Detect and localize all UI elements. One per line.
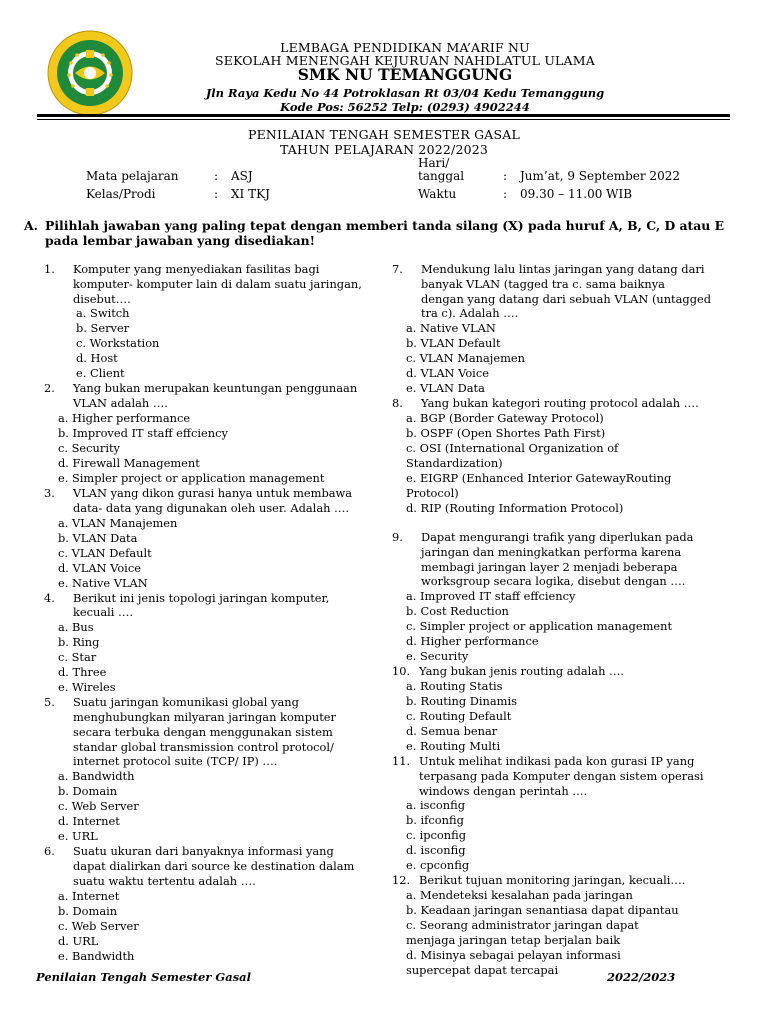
answer-option: a. Mendeteksi kesalahan pada jaringan <box>406 888 633 903</box>
answer-option: e. URL <box>58 829 98 844</box>
school-address: Jln Raya Kedu No 44 Potroklasan Rt 03/04 Kedu Temanggung <box>205 86 605 100</box>
answer-option: a. Improved IT staff effciency <box>406 589 576 604</box>
question-number-spacer <box>44 292 73 307</box>
time-colon: : <box>503 187 508 201</box>
answer-option: b. Cost Reduction <box>406 604 509 619</box>
question-number-spacer <box>392 769 419 784</box>
question-number-spacer <box>44 710 73 725</box>
question-text-line: Komputer yang menyediakan fasilitas bagi <box>73 262 320 276</box>
question-number: 3. <box>44 485 55 500</box>
time-label: Waktu <box>418 187 457 201</box>
question-text-line: Mendukung lalu lintas jaringan yang datang dari <box>421 262 705 276</box>
answer-option: e. Wireles <box>58 680 116 695</box>
question-number: 4. <box>44 590 55 605</box>
answer-option: e. Bandwidth <box>58 948 135 963</box>
header-rule-thin <box>37 119 730 120</box>
question-text-line: Suatu jaringan komunikasi global yang <box>73 695 299 710</box>
question-number-spacer <box>44 754 73 769</box>
question-number: 8. <box>392 396 403 411</box>
question <box>392 262 722 396</box>
question-text-line: disebut…. <box>73 291 131 306</box>
question-number-spacer <box>392 306 421 321</box>
school-contact: Kode Pos: 56252 Telp: (0293) 4902244 <box>280 100 530 114</box>
answer-option: c. Simpler project or application management <box>406 619 673 634</box>
answer-option: e. Client <box>76 366 125 381</box>
exam-year: TAHUN PELAJARAN 2022/2023 <box>279 142 489 157</box>
question-number: 2. <box>44 381 55 396</box>
instruction-text: Pilihlah jawaban yang paling tepat dengan memberi tanda silang (X) pada huruf A, B, C, D atau E pada lembar jawaban yang disediakan! <box>45 218 725 248</box>
answer-option: d. VLAN Voice <box>406 366 489 381</box>
answer-option: e. Simpler project or application management <box>58 470 325 485</box>
question-number-spacer <box>392 277 421 292</box>
question-text-line: kecuali …. <box>73 605 134 620</box>
question-text-line: dapat dialirkan dari source ke destination dalam <box>73 858 355 873</box>
answer-option: c. VLAN Default <box>58 545 152 560</box>
instruction-letter: A. <box>24 218 38 233</box>
answer-option: a. BGP (Border Gateway Protocol) <box>406 410 604 425</box>
time-value: 09.30 – 11.00 WIB <box>520 187 633 201</box>
question-number-spacer <box>44 740 73 755</box>
question-number: 5. <box>44 695 55 710</box>
left-question-column <box>44 262 374 964</box>
question-text-line: data- data yang digunakan oleh user. Adalah …. <box>73 500 350 515</box>
question-text-line: internet protocol suite (TCP/ IP) …. <box>73 754 278 769</box>
answer-option: c. Star <box>58 650 97 665</box>
answer-option: d. URL <box>58 933 99 948</box>
question-text-line: Suatu ukuran dari banyaknya informasi yang <box>73 844 334 859</box>
question-text-line: secara terbuka dengan menggunakan sistem <box>73 724 333 739</box>
answer-option: d. Firewall Management <box>58 455 200 470</box>
question <box>44 591 374 696</box>
answer-option: d. Three <box>58 665 107 680</box>
footer-right: 2022/2023 <box>607 970 676 984</box>
answer-option: c. Security <box>58 440 120 455</box>
answer-option: a. Bandwidth <box>58 769 135 784</box>
question-text-line: menghubungkan milyaran jaringan komputer <box>73 709 336 724</box>
question-number-spacer <box>392 574 421 589</box>
answer-option: e. cpconfig <box>406 858 470 873</box>
subject-colon: : <box>214 169 219 183</box>
answer-option: d. Semua benar <box>406 723 498 738</box>
question <box>392 664 722 754</box>
question <box>392 754 722 873</box>
question <box>44 262 374 381</box>
question-number-spacer <box>392 292 421 307</box>
answer-option: a. Bus <box>58 620 94 635</box>
school-name: SMK NU TEMANGGUNG <box>297 65 513 84</box>
answer-option: b. Server <box>76 321 130 336</box>
answer-option: menjaga jaringan tetap berjalan baik <box>406 933 621 948</box>
answer-option: c. VLAN Manajemen <box>406 351 525 366</box>
answer-option: b. Domain <box>58 784 118 799</box>
answer-option: c. Workstation <box>76 336 160 351</box>
question-text-line: worksgroup secara logika, disebut dengan …. <box>421 574 686 589</box>
question-number: 11. <box>392 753 411 768</box>
class-label: Kelas/Prodi <box>86 187 156 201</box>
question-number-spacer <box>44 277 73 292</box>
question-text-line: Dapat mengurangi trafik yang diperlukan pada <box>421 529 694 544</box>
day-colon: : <box>503 169 508 183</box>
school-type: SEKOLAH MENENGAH KEJURUAN NAHDLATUL ULAMA <box>214 53 596 68</box>
question-text-line: VLAN adalah …. <box>73 396 168 411</box>
question-text-line: standar global transmission control protocol/ <box>73 739 334 754</box>
day-value: Jum’at, 9 September 2022 <box>520 169 680 183</box>
question-number-spacer <box>44 725 73 740</box>
answer-option: a. Routing Statis <box>406 678 503 693</box>
question-text-line: jaringan dan meningkatkan performa karena <box>421 544 682 559</box>
answer-option: a. Switch <box>76 306 130 321</box>
answer-option: d. RIP (Routing Information Protocol) <box>406 500 624 515</box>
answer-option: c. Routing Default <box>406 708 512 723</box>
answer-option: c. Web Server <box>58 799 139 814</box>
answer-option: b. OSPF (Open Shortes Path First) <box>406 425 606 440</box>
right-question-column <box>392 262 722 978</box>
answer-option: e. EIGRP (Enhanced Interior GatewayRouting <box>406 470 672 485</box>
school-logo <box>47 30 133 116</box>
question-text-line: Yang bukan kategori routing protocol adalah …. <box>421 396 699 411</box>
question-number-spacer <box>392 560 421 575</box>
answer-option: b. Ring <box>58 635 100 650</box>
question-number-spacer <box>44 501 73 516</box>
question-number-spacer <box>392 545 421 560</box>
question <box>44 381 374 486</box>
question-text-line: tra c). Adalah …. <box>421 306 519 321</box>
answer-option: d. VLAN Voice <box>58 560 141 575</box>
question-number-spacer <box>44 605 73 620</box>
answer-option: b. Domain <box>58 903 118 918</box>
answer-option: a. isconfig <box>406 798 465 813</box>
question-number-spacer <box>44 396 73 411</box>
question-number: 7. <box>392 262 403 276</box>
question-text-line: Untuk melihat indikasi pada kon gurasi IP yang <box>419 753 695 768</box>
question-number: 6. <box>44 844 55 859</box>
subject-value: ASJ <box>231 169 253 183</box>
class-value: XI TKJ <box>231 187 270 201</box>
answer-option: a. Native VLAN <box>406 321 496 336</box>
question-number: 1. <box>44 262 55 276</box>
question <box>392 396 722 516</box>
answer-option: e. VLAN Data <box>406 381 485 396</box>
question-number: 12. <box>392 873 411 888</box>
question <box>392 530 722 664</box>
question-number-spacer <box>44 859 73 874</box>
question <box>44 695 374 844</box>
answer-option: d. Misinya sebagai pelayan informasi <box>406 948 621 963</box>
answer-option: d. Higher performance <box>406 634 539 649</box>
answer-option: c. OSI (International Organization of <box>406 440 619 455</box>
question-text-line: dengan yang datang dari sebuah VLAN (untagged <box>421 291 712 306</box>
class-colon: : <box>214 187 219 201</box>
answer-option: d. Host <box>76 351 118 366</box>
question-number-spacer <box>44 874 73 889</box>
answer-option: Standardization) <box>406 455 503 470</box>
question-number-spacer <box>392 784 419 799</box>
answer-option: a. Higher performance <box>58 410 191 425</box>
question-text-line: banyak VLAN (tagged tra c. sama baiknya <box>421 276 665 291</box>
answer-option: Protocol) <box>406 485 459 500</box>
subject-label: Mata pelajaran <box>86 169 179 183</box>
answer-option: b. VLAN Data <box>58 530 138 545</box>
question-text-line: membagi jaringan layer 2 menjadi beberapa <box>421 559 678 574</box>
question-text-line: VLAN yang dikon gurasi hanya untuk membawa <box>73 485 353 500</box>
answer-option: c. ipconfig <box>406 828 467 843</box>
answer-option: d. isconfig <box>406 843 466 858</box>
answer-option: c. Seorang administrator jaringan dapat <box>406 918 639 933</box>
answer-option: b. ifconfig <box>406 813 464 828</box>
exam-title: PENILAIAN TENGAH SEMESTER GASAL <box>247 127 521 142</box>
question-text-line: Berikut ini jenis topologi jaringan komputer, <box>73 590 330 605</box>
answer-option: a. VLAN Manajemen <box>58 515 178 530</box>
answer-option: e. Routing Multi <box>406 738 501 753</box>
question-text-line: Yang bukan jenis routing adalah …. <box>419 664 625 679</box>
question <box>44 486 374 591</box>
day-label-line2: tanggal <box>418 169 465 183</box>
question <box>392 873 722 978</box>
question-text-line: windows dengan perintah …. <box>419 783 588 798</box>
answer-option: e. Security <box>406 649 469 664</box>
answer-option: a. Internet <box>58 888 120 903</box>
answer-option: b. Keadaan jaringan senantiasa dapat dipantau <box>406 903 679 918</box>
day-label-line1: Hari/ <box>418 156 450 170</box>
header-rule-thick <box>37 114 730 117</box>
answer-option: e. Native VLAN <box>58 575 148 590</box>
answer-option: supercepat dapat tercapai <box>406 963 559 978</box>
answer-option: d. Internet <box>58 814 120 829</box>
question-number: 9. <box>392 529 403 544</box>
footer-left: Penilaian Tengah Semester Gasal <box>36 970 252 984</box>
question-text-line: terpasang pada Komputer dengan sistem operasi <box>419 768 704 783</box>
answer-option: c. Web Server <box>58 918 139 933</box>
question-text-line: Berikut tujuan monitoring jaringan, kecuali…. <box>419 873 686 888</box>
question-text-line: suatu waktu tertentu adalah …. <box>73 873 256 888</box>
question <box>44 844 374 963</box>
question-number: 10. <box>392 664 411 679</box>
foundation-name: LEMBAGA PENDIDIKAN MA’ARIF NU <box>280 40 530 55</box>
question-text-line: komputer- komputer lain di dalam suatu jaringan, <box>73 276 362 291</box>
answer-option: b. Improved IT staff effciency <box>58 425 228 440</box>
question-text-line: Yang bukan merupakan keuntungan penggunaan <box>73 381 358 396</box>
answer-option: b. VLAN Default <box>406 336 501 351</box>
answer-option: b. Routing Dinamis <box>406 693 517 708</box>
